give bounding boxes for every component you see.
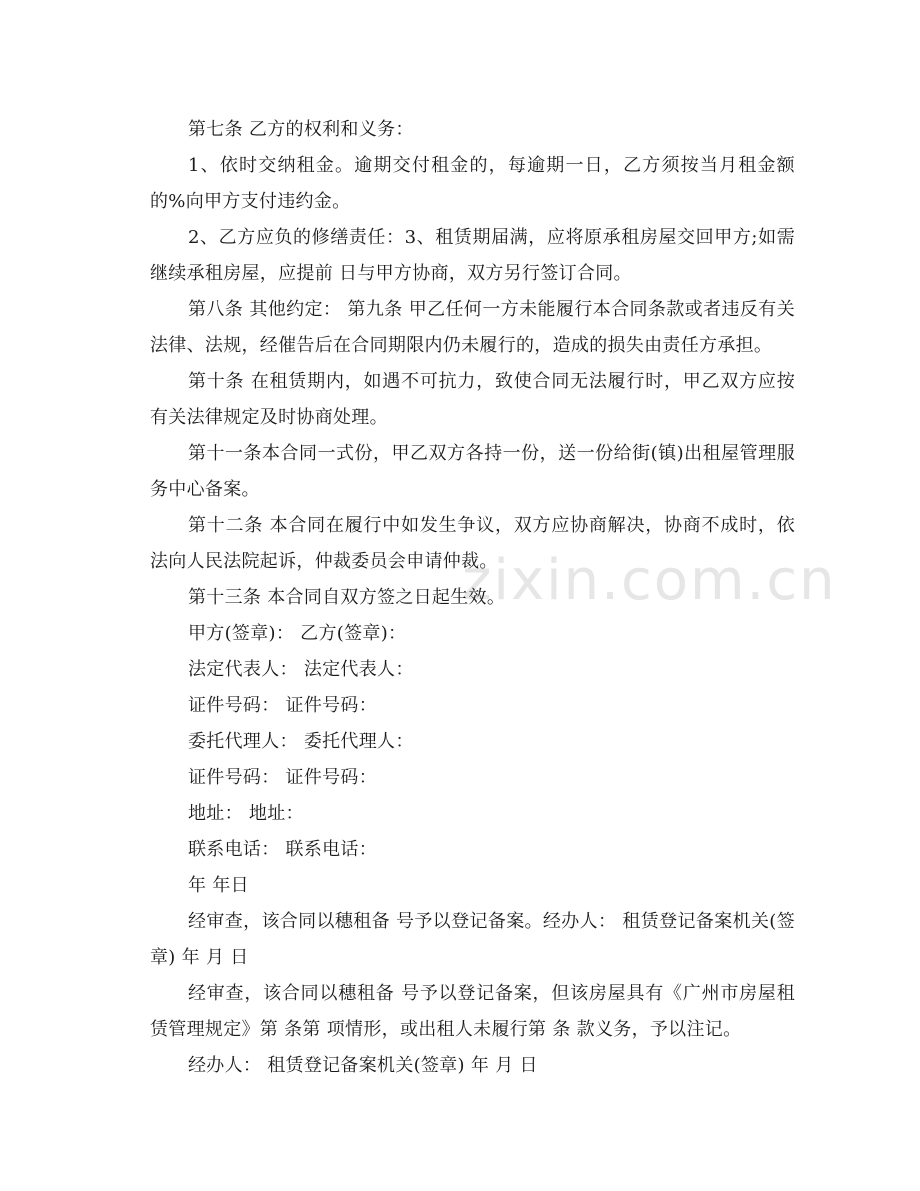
article-13: 第十三条 本合同自双方签之日起生效。: [188, 587, 506, 608]
handler-signature-line: 经办人： 租赁登记备案机关(签章) 年 月 日: [188, 1055, 538, 1076]
address-line: 地址： 地址：: [188, 803, 304, 824]
article-11: 第十一条本合同一式份，甲乙双方各持一份，送一份给街(镇)出租屋管理服务中心备案。: [150, 443, 795, 500]
document-body: [150, 112, 795, 1084]
id-number-line: 证件号码： 证件号码：: [188, 695, 378, 716]
clause-repair-and-renewal: 2、乙方应负的修缮责任：3、租赁期届满，应将原承租房屋交回甲方;如需继续承租房屋，应提前 日与甲方协商，双方另行签订合同。: [150, 227, 795, 284]
date-line: 年 年日: [188, 875, 249, 896]
phone-line: 联系电话： 联系电话：: [188, 839, 378, 860]
article-7-heading: 第七条 乙方的权利和义务：: [188, 119, 414, 140]
signature-party-line: 甲方(签章)： 乙方(签章)：: [188, 623, 407, 644]
registration-approval: 经审查，该合同以穗租备 号予以登记备案。经办人： 租赁登记备案机关(签章) 年 月 日: [150, 911, 795, 968]
watermark: zixin.com.cn: [462, 548, 837, 613]
clause-rent-payment: 1、依时交纳租金。逾期交付租金的，每逾期一日，乙方须按当月租金额的%向甲方支付违约金。: [150, 155, 795, 212]
article-8-9: 第八条 其他约定： 第九条 甲乙任何一方未能履行本合同条款或者违反有关法律、法规，经催告后在合同期限内仍未履行的，造成的损失由责任方承担。: [150, 299, 795, 356]
agent-id-number-line: 证件号码： 证件号码：: [188, 767, 378, 788]
article-10: 第十条 在租赁期内，如遇不可抗力，致使合同无法履行时，甲乙双方应按有关法律规定及时协商处理。: [150, 371, 795, 428]
article-12: 第十二条 本合同在履行中如发生争议，双方应协商解决，协商不成时，依法向人民法院起诉，仲裁委员会申请仲裁。: [150, 515, 795, 572]
legal-representative-line: 法定代表人： 法定代表人：: [188, 659, 414, 680]
registration-annotation: 经审查，该合同以穗租备 号予以登记备案，但该房屋具有《广州市房屋租赁管理规定》第 条第 项情形，或出租人未履行第 条 款义务，予以注记。: [150, 983, 795, 1040]
agent-line: 委托代理人： 委托代理人：: [188, 731, 414, 752]
